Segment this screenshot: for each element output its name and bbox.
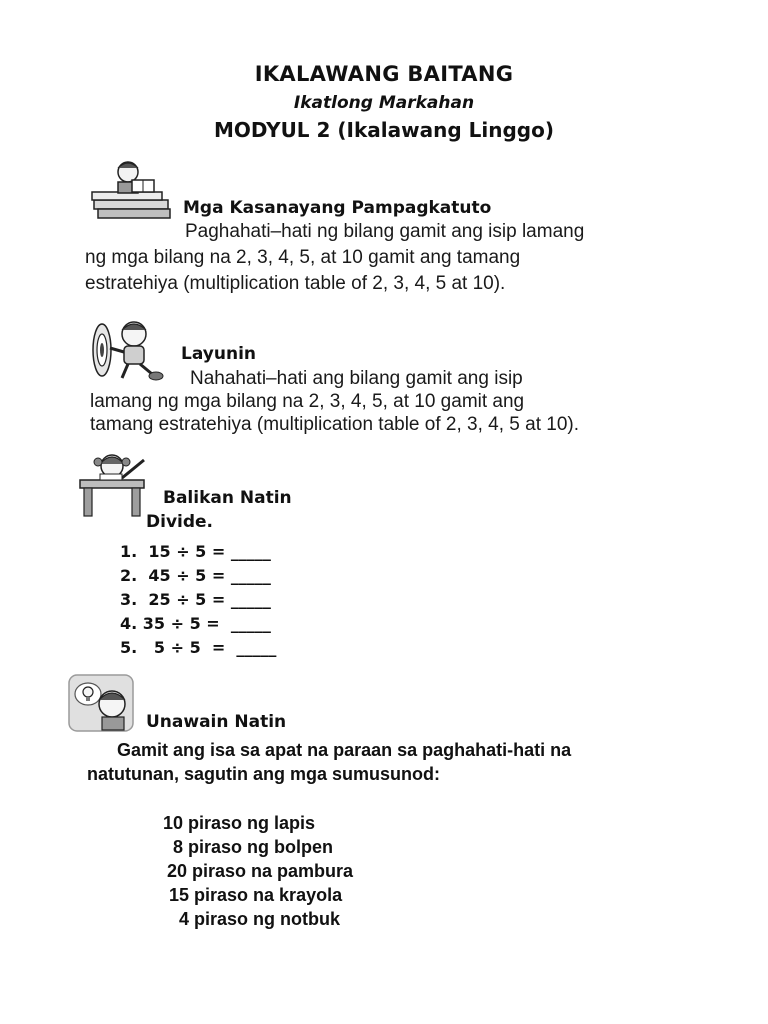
understand-item-4: 15 piraso na krayola [169,885,343,905]
understand-item-5: 4 piraso ng notbuk [179,909,341,929]
girl-at-desk-icon [78,450,154,518]
understand-instruction-line-1: Gamit ang isa sa apat na paraan sa paghahati-hati na [117,740,572,760]
review-title: Balikan Natin [163,488,292,508]
student-reading-books-icon [88,158,178,224]
module-title: MODYUL 2 (Ikalawang Linggo) [214,118,554,142]
review-item-2: 2. 45 ÷ 5 = _____ [120,566,271,585]
competencies-title: Mga Kasanayang Pampagkatuto [183,198,492,218]
competencies-line-2: ng mga bilang na 2, 3, 4, 5, at 10 gamit ang tamang [85,247,521,268]
objective-line-2: lamang ng mga bilang na 2, 3, 4, 5, at 10 gamit ang [90,391,525,412]
page-title: IKALAWANG BAITANG [254,62,514,86]
understand-title: Unawain Natin [146,712,287,732]
understand-item-3: 20 piraso na pambura [167,861,354,881]
objective-title: Layunin [181,344,256,364]
review-item-5: 5. 5 ÷ 5 = _____ [120,638,277,657]
competencies-line-1: Paghahati–hati ng bilang gamit ang isip lamang [185,221,585,242]
understand-item-2: 8 piraso ng bolpen [173,837,334,857]
review-instruction: Divide. [146,512,214,532]
review-item-1: 1. 15 ÷ 5 = _____ [120,542,271,561]
understand-item-1: 10 piraso ng lapis [163,813,316,833]
review-item-3: 3. 25 ÷ 5 = _____ [120,590,271,609]
page-subtitle: Ikatlong Markahan [293,93,475,113]
competencies-line-3: estratehiya (multiplication table of 2, 3, 4, 5 at 10). [85,273,506,294]
objective-line-1: Nahahati–hati ang bilang gamit ang isip [190,368,523,389]
understand-instruction-line-2: natutunan, sagutin ang mga sumusunod: [87,764,440,784]
review-item-4: 4. 35 ÷ 5 = _____ [120,614,271,633]
boy-with-target-icon [88,316,168,382]
objective-line-3: tamang estratehiya (multiplication table of 2, 3, 4, 5 at 10). [90,414,579,435]
thinking-boy-lightbulb-icon [68,674,134,732]
